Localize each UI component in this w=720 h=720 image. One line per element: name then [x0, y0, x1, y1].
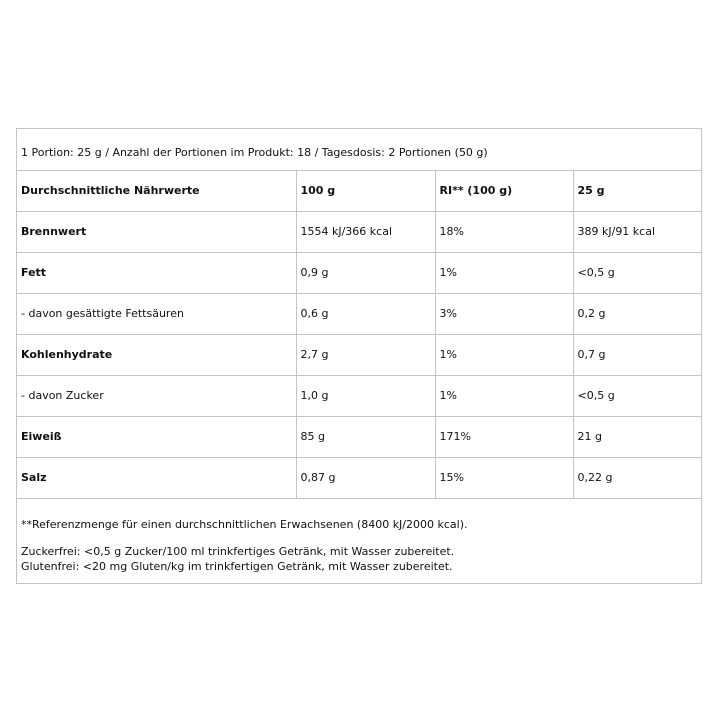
row-label: Salz — [17, 457, 296, 498]
column-header-nutrient: Durchschnittliche Nährwerte — [17, 170, 296, 211]
value-per-25g: 21 g — [573, 416, 701, 457]
value-ri: 15% — [435, 457, 573, 498]
nutrition-table — [17, 170, 701, 499]
value-ri: 18% — [435, 211, 573, 252]
row-label: Fett — [17, 252, 296, 293]
footnote-reference-intake: **Referenzmenge für einen durchschnittlichen Erwachsenen (8400 kJ/2000 kcal). — [21, 518, 468, 531]
footnote-gluten-free: Glutenfrei: <20 mg Gluten/kg im trinkfertigen Getränk, mit Wasser zubereitet. — [21, 560, 453, 573]
footnotes — [21, 517, 697, 574]
row-label: Brennwert — [17, 211, 296, 252]
row-label: - davon Zucker — [17, 375, 296, 416]
value-ri: 1% — [435, 252, 573, 293]
column-header-per-100g: 100 g — [296, 170, 435, 211]
table-row — [17, 416, 701, 457]
value-per-100g: 85 g — [296, 416, 435, 457]
table-header-row — [17, 170, 701, 211]
value-per-25g: <0,5 g — [573, 375, 701, 416]
table-row — [17, 375, 701, 416]
nutrition-panel — [16, 128, 702, 584]
value-per-25g: 0,22 g — [573, 457, 701, 498]
value-ri: 1% — [435, 375, 573, 416]
row-label: Eiweiß — [17, 416, 296, 457]
value-per-100g: 0,9 g — [296, 252, 435, 293]
column-header-per-25g: 25 g — [573, 170, 701, 211]
table-row — [17, 334, 701, 375]
table-row — [17, 252, 701, 293]
value-per-25g: 0,7 g — [573, 334, 701, 375]
value-per-25g: 389 kJ/91 kcal — [573, 211, 701, 252]
value-per-100g: 0,6 g — [296, 293, 435, 334]
value-per-25g: <0,5 g — [573, 252, 701, 293]
value-per-25g: 0,2 g — [573, 293, 701, 334]
value-per-100g: 0,87 g — [296, 457, 435, 498]
row-label: Kohlenhydrate — [17, 334, 296, 375]
table-row — [17, 293, 701, 334]
portion-info: 1 Portion: 25 g / Anzahl der Portionen im Produkt: 18 / Tagesdosis: 2 Portionen (50 g) — [17, 129, 701, 171]
value-per-100g: 2,7 g — [296, 334, 435, 375]
value-ri: 3% — [435, 293, 573, 334]
value-per-100g: 1,0 g — [296, 375, 435, 416]
value-ri: 171% — [435, 416, 573, 457]
column-header-ri: RI** (100 g) — [435, 170, 573, 211]
table-row — [17, 211, 701, 252]
value-per-100g: 1554 kJ/366 kcal — [296, 211, 435, 252]
table-row — [17, 457, 701, 498]
value-ri: 1% — [435, 334, 573, 375]
footnote-sugar-free: Zuckerfrei: <0,5 g Zucker/100 ml trinkfertiges Getränk, mit Wasser zubereitet. — [21, 545, 455, 558]
row-label: - davon gesättigte Fettsäuren — [17, 293, 296, 334]
